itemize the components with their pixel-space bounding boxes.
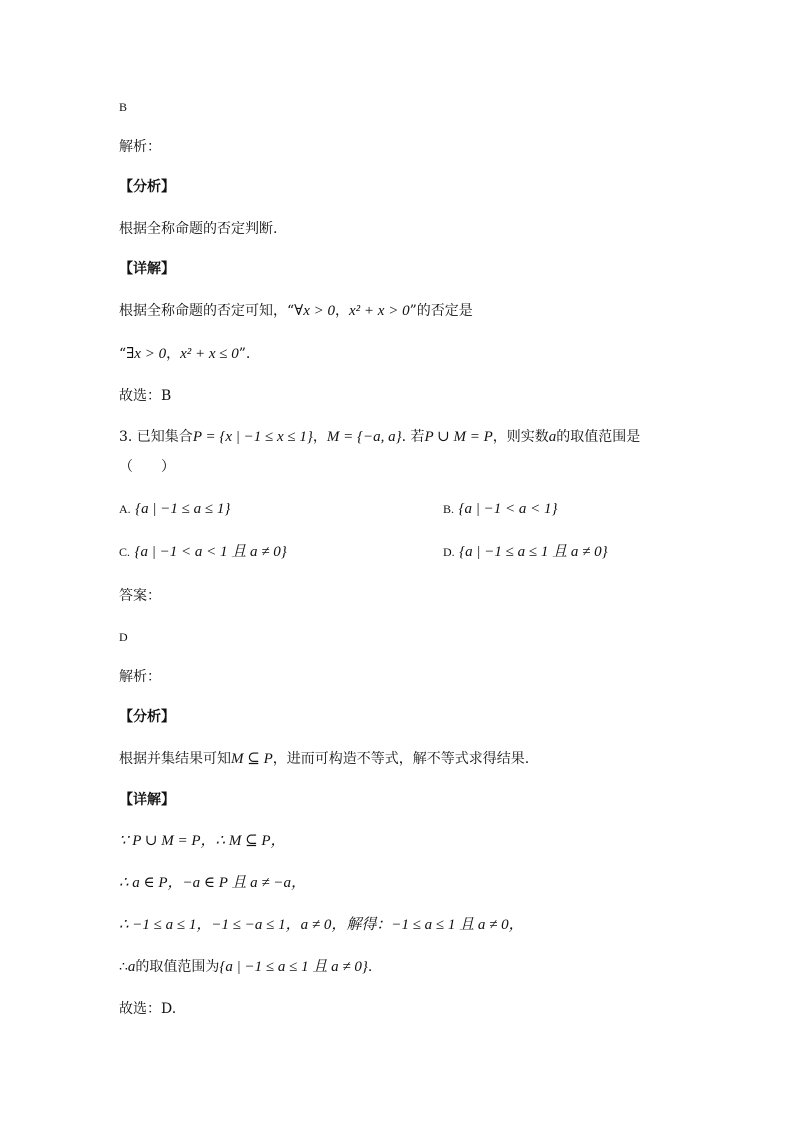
q2-xiangjie-tag: 【详解】 [119, 261, 175, 277]
text-fragment: 根据全称命题的否定可知，“ [119, 303, 295, 319]
q3-choice: 故选：D. [119, 1001, 177, 1017]
math-set-p: P = {x | −1 ≤ x ≤ 1} [192, 429, 313, 445]
q3-step-1: ∵ P ∪ M = P，∴ M ⊆ P， [119, 833, 286, 849]
q3-step-2: ∴ a ∈ P，−a ∈ P 且 a ≠ −a， [119, 875, 307, 891]
math-var-a: a [127, 959, 136, 975]
q2-answer: B [119, 100, 128, 114]
math-inequality: x² + x ≤ 0 [180, 346, 239, 362]
text-fragment: 的取值范围为 [135, 959, 220, 975]
text-fragment: 3. 已知集合 [119, 429, 193, 445]
math-inequality: x² + x > 0 [349, 303, 410, 319]
math-exists: ∃x > 0 [126, 346, 167, 362]
option-label: D. [443, 545, 455, 559]
q2-jiexi-label: 解析： [119, 139, 161, 155]
q3-jiexi-label: 解析： [119, 669, 161, 685]
q3-answer: D [119, 630, 128, 644]
option-c[interactable] [119, 543, 287, 561]
text-fragment: 根据并集结果可知 [119, 751, 231, 767]
q2-fenxi-tag: 【分析】 [119, 179, 175, 195]
text-fragment: ，则实数 [492, 429, 549, 445]
math-forall: ∀x > 0 [294, 303, 336, 319]
option-text: {a | −1 < a < 1} [458, 501, 558, 517]
text-fragment: . 若 [401, 429, 425, 445]
text-fragment: ”的否定是 [409, 303, 473, 319]
option-label: C. [119, 545, 131, 559]
text-fragment: ”. [238, 346, 251, 362]
text-fragment: ，进而可构造不等式，解不等式求得结果. [272, 751, 530, 767]
q3-xiangjie-tag: 【详解】 [119, 792, 175, 808]
text-fragment: . [367, 959, 373, 975]
option-b[interactable] [443, 500, 557, 518]
math-subset: M ⊆ P [231, 751, 273, 767]
text-fragment: ， [312, 429, 327, 445]
q3-paren: （ ） [119, 459, 175, 475]
q3-stem [119, 428, 640, 446]
option-text: {a | −1 ≤ a ≤ 1} [135, 501, 231, 517]
option-a[interactable] [119, 500, 230, 518]
option-d[interactable] [443, 543, 608, 561]
math-result-set: {a | −1 ≤ a ≤ 1 且 a ≠ 0} [219, 959, 368, 975]
q3-step-3: ∴ −1 ≤ a ≤ 1，−1 ≤ −a ≤ 1，a ≠ 0，解得：−1 ≤ a ≤ 1 且 a ≠ 0， [119, 917, 524, 933]
q3-fenxi-text [119, 750, 529, 768]
q3-daan-label: 答案： [119, 588, 161, 604]
q2-fenxi-text: 根据全称命题的否定判断. [119, 221, 278, 237]
text-fragment: 的取值范围是 [556, 429, 641, 445]
math-union: P ∪ M = P [424, 429, 493, 445]
math-var-a: a [548, 429, 557, 445]
math-set-m: M = {−a, a} [326, 429, 402, 445]
q2-choice: 故选：B [119, 388, 172, 404]
text-fragment: ， [166, 346, 181, 362]
text-fragment: ， [335, 303, 350, 319]
option-text: {a | −1 ≤ a ≤ 1 且 a ≠ 0} [459, 544, 608, 560]
q2-detail-line1 [119, 302, 473, 320]
q2-detail-line2 [119, 345, 250, 363]
option-label: A. [119, 502, 131, 516]
text-fragment: “ [119, 346, 127, 362]
option-label: B. [443, 502, 455, 516]
text-fragment: ∴ [119, 959, 128, 975]
option-text: {a | −1 < a < 1 且 a ≠ 0} [134, 544, 287, 560]
q3-fenxi-tag: 【分析】 [119, 709, 175, 725]
q3-step-4 [119, 958, 372, 976]
